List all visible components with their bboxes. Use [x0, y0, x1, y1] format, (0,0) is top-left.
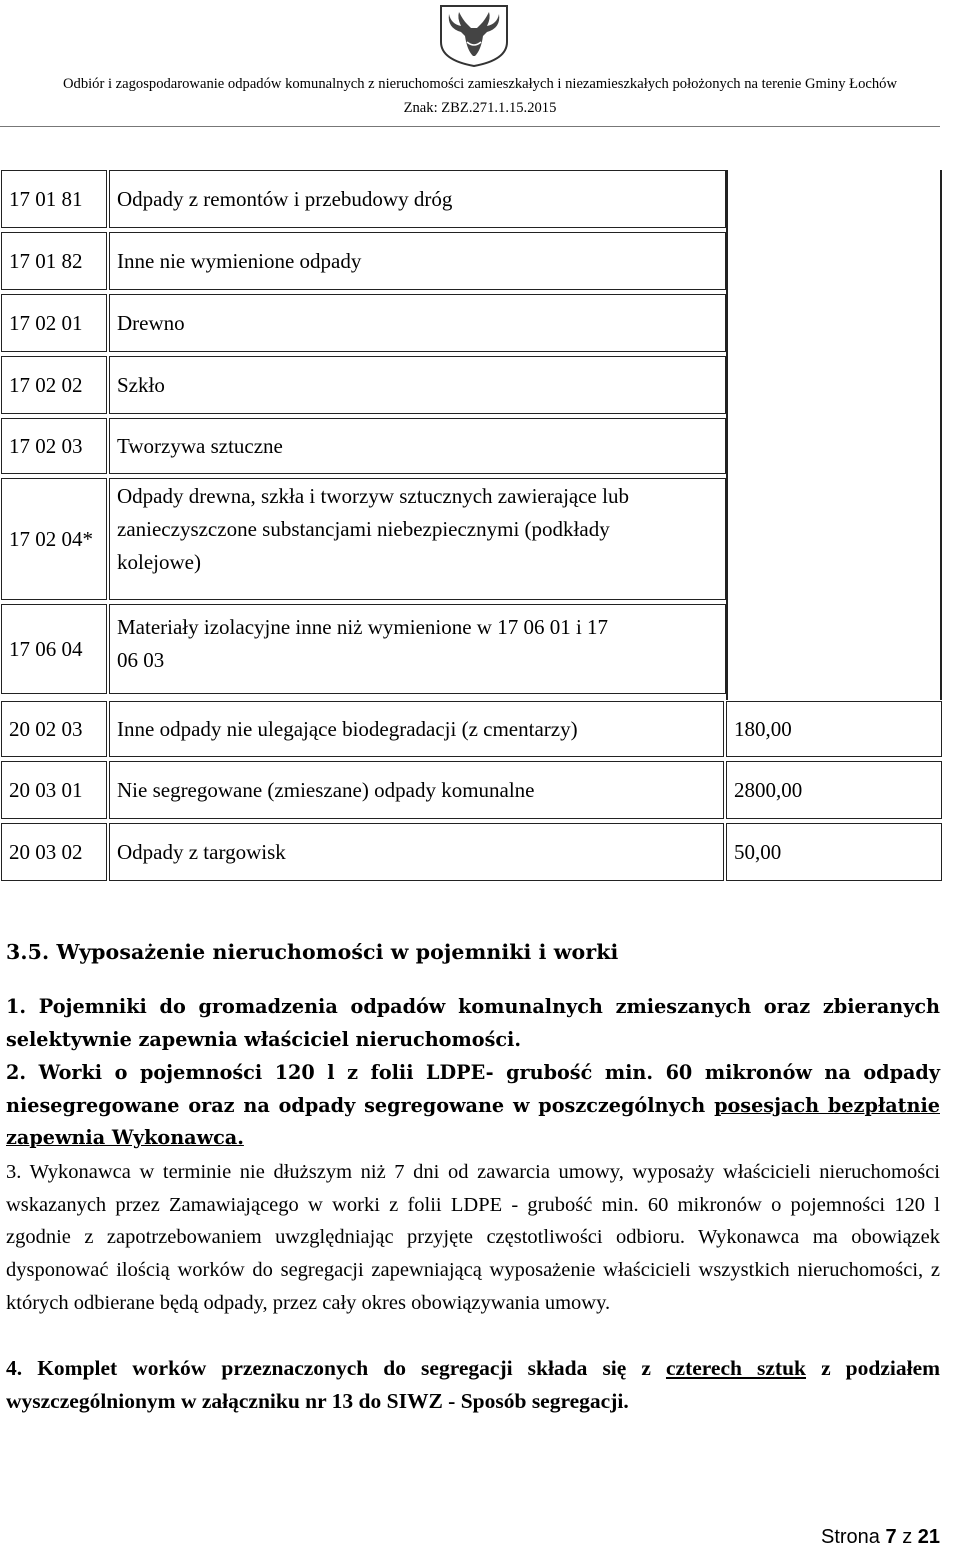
paragraph-underlined: czterech sztuk	[665, 1356, 807, 1380]
table-cell-code: 17 02 04*	[1, 478, 107, 600]
paragraph-number: 4.	[6, 1356, 23, 1380]
desc-line: 06 03	[117, 648, 165, 672]
table-cell-code: 20 02 03	[1, 701, 107, 757]
table-cell-code: 20 03 02	[1, 823, 107, 881]
paragraph-number: 1.	[6, 995, 27, 1018]
table-cell-code: 17 01 82	[1, 232, 107, 290]
page-number	[821, 1526, 940, 1549]
table-cell-amount: 2800,00	[726, 761, 942, 819]
table-cell-code: 17 02 01	[1, 294, 107, 352]
table-cell-code: 17 06 04	[1, 604, 107, 694]
table-cell-code: 17 02 02	[1, 356, 107, 414]
header-divider	[0, 126, 940, 127]
page-of: z	[902, 1526, 913, 1548]
paragraph-text: z podziałem wyszczególnionym w załączniku nr 13 do SIWZ - Sposób segregacji.	[6, 1356, 941, 1413]
paragraph-4	[6, 1352, 940, 1417]
table-cell-desc	[109, 604, 726, 694]
paragraph-3	[6, 1156, 940, 1320]
table-cell-desc: Inne odpady nie ulegające biodegradacji (z cmentarzy)	[109, 701, 724, 757]
total-pages: 21	[917, 1526, 940, 1548]
section-heading: 3.5. Wyposażenie nieruchomości w pojemniki i worki	[6, 940, 619, 964]
paragraph-text: Worki o pojemności 120 l z folii LDPE- grubość min. 60 mikronów na odpady niesegregowane oraz na odpady segregowane w poszczególnych	[6, 1061, 940, 1117]
paragraph-underlined: posesjach bezpłatnie zapewnia Wykonawca.	[6, 1093, 940, 1150]
paragraph-number: 2.	[6, 1061, 27, 1084]
paragraph-1	[6, 991, 940, 1056]
desc-line: Materiały izolacyjne inne niż wymienione w 17 06 01 i 17	[117, 615, 609, 639]
table-cell-code: 17 01 81	[1, 170, 107, 228]
table-cell-desc: Odpady z targowisk	[109, 823, 724, 881]
desc-line: zanieczyszczone substancjami niebezpiecznymi (podkłady	[117, 517, 610, 541]
page-label: Strona	[821, 1526, 880, 1548]
paragraph-number: 3.	[6, 1161, 22, 1183]
table-border	[726, 170, 728, 700]
table-cell-desc: Inne nie wymienione odpady	[109, 232, 726, 290]
table-cell-desc: Szkło	[109, 356, 726, 414]
header-title: Odbiór i zagospodarowanie odpadów komunalnych z nieruchomości zamieszkałych i niezamieszkałych położonych na terenie Gminy Łochów	[62, 76, 897, 92]
paragraph-text: Komplet worków przeznaczonych do segregacji składa się z	[37, 1356, 666, 1380]
table-cell-code: 20 03 01	[1, 761, 107, 819]
table-cell-desc	[109, 478, 726, 600]
header-reference: Znak: ZBZ.271.1.15.2015	[403, 100, 557, 116]
moose-logo-icon	[437, 2, 511, 68]
desc-line: kolejowe)	[117, 550, 201, 574]
table-cell-desc: Drewno	[109, 294, 726, 352]
paragraph-text: Pojemniki do gromadzenia odpadów komunalnych zmieszanych oraz zbieranych selektywnie zapewnia właściciel nieruchomości.	[6, 995, 940, 1051]
current-page: 7	[885, 1526, 897, 1548]
table-cell-desc: Tworzywa sztuczne	[109, 418, 726, 474]
paragraph-2	[6, 1057, 940, 1155]
table-border	[940, 170, 942, 700]
paragraph-text: Wykonawca w terminie nie dłuższym niż 7 dni od zawarcia umowy, wyposaży właścicieli nieruchomości wskazanych przez Zamawiającego w worki z folii LDPE - grubość min. 60 mikronów o pojemności 120 l zgodnie z zapotrzebowaniem uwzględniając przyjęte częstotliwości odbioru. Wykonawca ma obowiązek dysponować ilością worków do segregacji zapewniającą wyposażenie właścicieli wszystkich nieruchomości, z których odbierane będą odpady, przez cały okres obowiązywania umowy.	[6, 1161, 940, 1314]
table-cell-code: 17 02 03	[1, 418, 107, 474]
table-cell-desc: Nie segregowane (zmieszane) odpady komunalne	[109, 761, 724, 819]
table-cell-amount: 180,00	[726, 701, 942, 757]
desc-line: Odpady drewna, szkła i tworzyw sztucznych zawierające lub	[117, 484, 629, 508]
table-cell-desc: Odpady z remontów i przebudowy dróg	[109, 170, 726, 228]
table-cell-amount: 50,00	[726, 823, 942, 881]
